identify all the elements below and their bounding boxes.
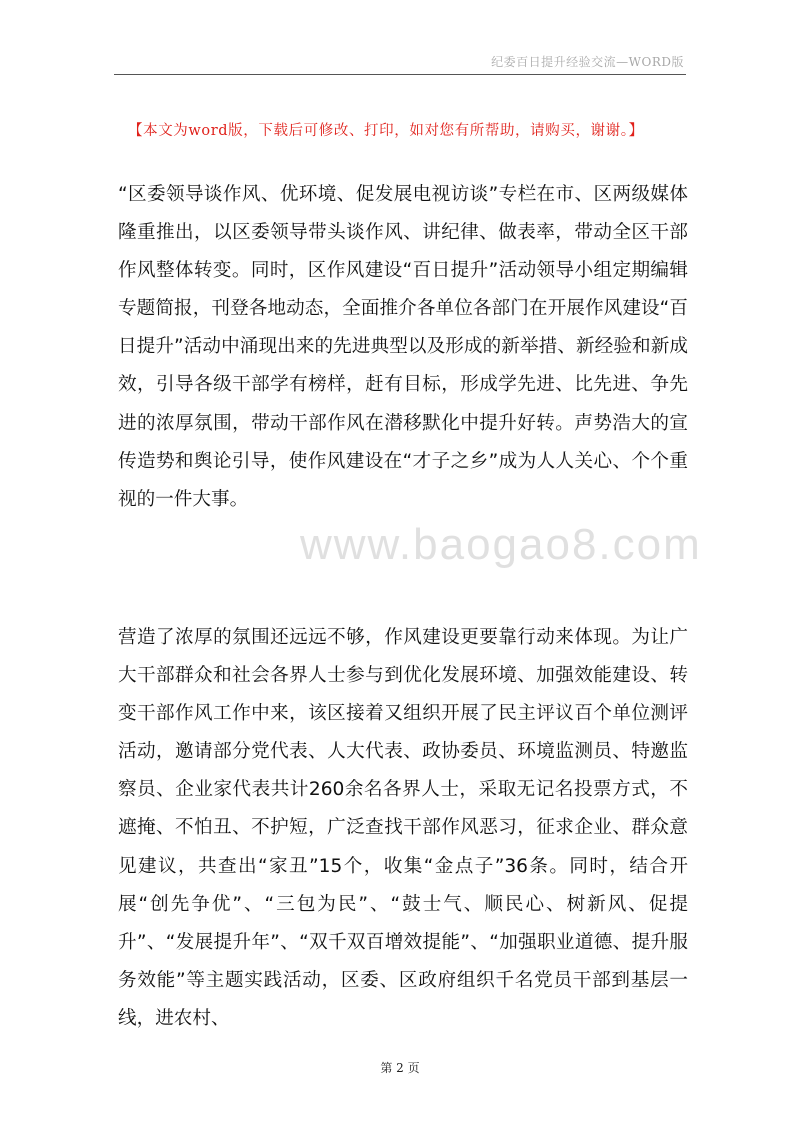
header-divider [114,74,686,75]
page-number: 第 2 页 [380,1061,420,1075]
purchase-notice: 【本文为word版，下载后可修改、打印，如对您有所帮助，请购买，谢谢。】 [128,123,644,139]
body-paragraph-1: “区委领导谈作风、优环境、促发展电视访谈”专栏在市、区两级媒体隆重推出，以区委领导带头谈作风、讲纪律、做表率，带动全区干部作风整体转变。同时，区作风建设“百日提升”活动领导小组定期编辑专题简报，刊登各地动态，全面推介各单位各部门在开展作风建设“百日提升”活动中涌现出来的先进典型以及形成的新举措、新经验和新成效，引导各级干部学有榜样，赶有目标，形成学先进、比先进、争先进的浓厚氛围，带动干部作风在潜移默化中提升好转。声势浩大的宣传造势和舆论引导，使作风建设在“才子之乡”成为人人关心、个个重视的一件大事。 [118,184,688,510]
document-header-title: 纪委百日提升经验交流—WORD版 [491,55,684,69]
watermark: www.baogao8.com [300,520,702,569]
body-paragraph-2: 营造了浓厚的氛围还远远不够，作风建设更要靠行动来体现。为让广大干部群众和社会各界人士参与到优化发展环境、加强效能建设、转变干部作风工作中来，该区接着又组织开展了民主评议百个单位测评活动，邀请部分党代表、人大代表、政协委员、环境监测员、特邀监察员、企业家代表共计260余名各界人士，采取无记名投票方式，不遮掩、不怕丑、不护短，广泛查找干部作风恶习，征求企业、群众意见建议，共查出“家丑”15个，收集“金点子”36条。同时，结合开展“创先争优”、“三包为民”、“鼓士气、顺民心、树新风、促提升”、“发展提升年”、“双千双百增效提能”、“加强职业道德、提升服务效能”等主题实践活动，区委、区政府组织千名党员干部到基层一线，进农村、 [118,627,688,1029]
